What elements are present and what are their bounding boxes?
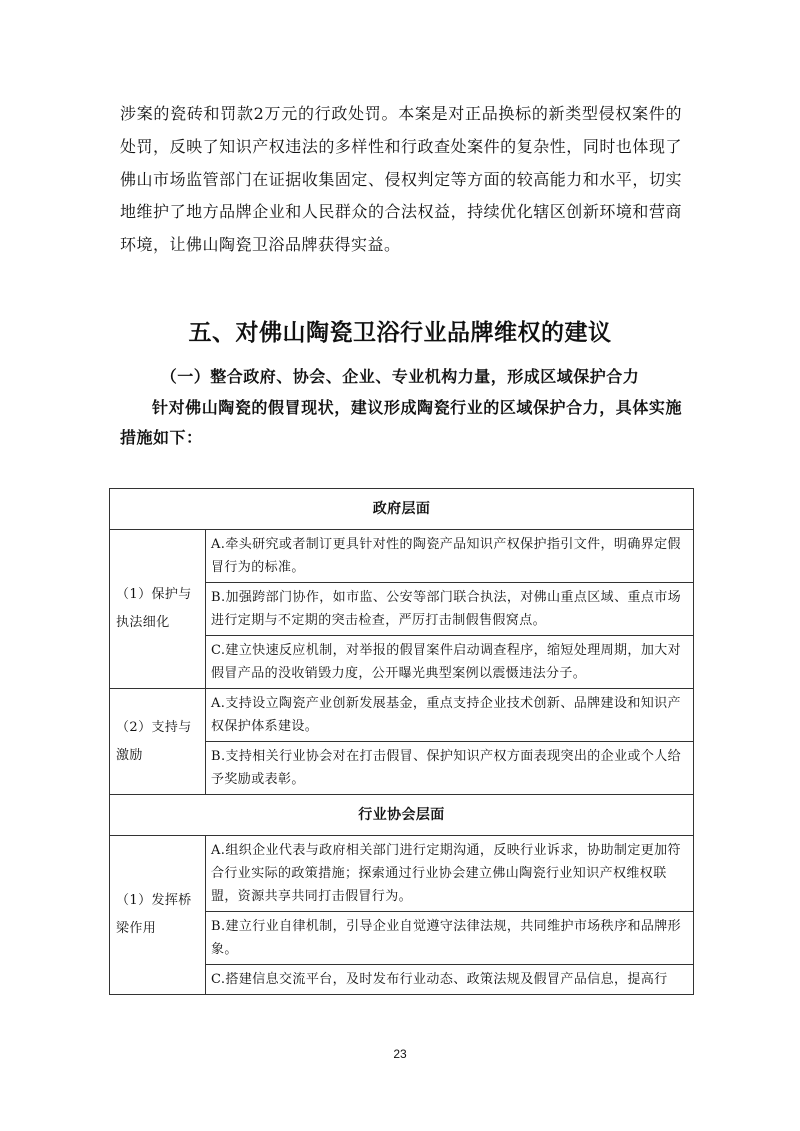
lead-paragraph: 针对佛山陶瓷的假冒现状，建议形成陶瓷行业的区域保护合力，具体实施措施如下：	[120, 398, 682, 447]
section-header-association: 行业协会层面	[110, 795, 694, 836]
section-header-government: 政府层面	[110, 489, 694, 530]
section-heading: 五、对佛山陶瓷卫浴行业品牌维权的建议	[188, 320, 612, 346]
table-row	[110, 530, 694, 583]
measure-cell: B.建立行业自律机制，引导企业自觉遵守法律法规，共同维护市场秩序和品牌形象。	[206, 912, 694, 965]
measure-cell: B.加强跨部门协作，如市监、公安等部门联合执法，对佛山重点区域、重点市场进行定期与不定期的突击检查，严厉打击制假售假窝点。	[206, 583, 694, 636]
measure-cell: A.组织企业代表与政府相关部门进行定期沟通，反映行业诉求，协助制定更加符合行业实际的政策措施；探索通过行业协会建立佛山陶瓷行业知识产权维权联盟，资源共享共同打击假冒行为。	[206, 836, 694, 912]
measure-cell: C.搭建信息交流平台，及时发布行业动态、政策法规及假冒产品信息，提高行	[206, 965, 694, 995]
measure-cell: B.支持相关行业协会对在打击假冒、保护知识产权方面表现突出的企业或个人给予奖励或表彰。	[206, 742, 694, 795]
measure-cell: A.支持设立陶瓷产业创新发展基金，重点支持企业技术创新、品牌建设和知识产权保护体系建设。	[206, 689, 694, 742]
intro-paragraph: 涉案的瓷砖和罚款2万元的行政处罚。本案是对正品换标的新类型侵权案件的处罚，反映了知识产权违法的多样性和行政查处案件的复杂性，同时也体现了佛山市场监管部门在证据收集固定、侵权判定等方面的较高能力和水平，切实地维护了地方品牌企业和人民群众的合法权益，持续优化辖区创新环境和营商环境，让佛山陶瓷卫浴品牌获得实益。	[120, 104, 682, 255]
category-cell: （2）支持与激励	[110, 689, 206, 795]
category-cell: （1）保护与执法细化	[110, 530, 206, 689]
subsection-heading: （一）整合政府、协会、企业、专业机构力量，形成区域保护合力	[160, 367, 640, 386]
table-row	[110, 489, 694, 530]
measure-cell: A.牵头研究或者制订更具针对性的陶瓷产品知识产权保护指引文件，明确界定假冒行为的标准。	[206, 530, 694, 583]
table-row	[110, 795, 694, 836]
measure-cell: C.建立快速反应机制，对举报的假冒案件启动调查程序，缩短处理周期，加大对假冒产品的没收销毁力度，公开曝光典型案例以震慑违法分子。	[206, 636, 694, 689]
recommendation-table	[109, 488, 694, 995]
table-row	[110, 836, 694, 912]
table-row	[110, 689, 694, 742]
page-number: 23	[393, 1047, 407, 1061]
category-cell: （1）发挥桥梁作用	[110, 836, 206, 995]
